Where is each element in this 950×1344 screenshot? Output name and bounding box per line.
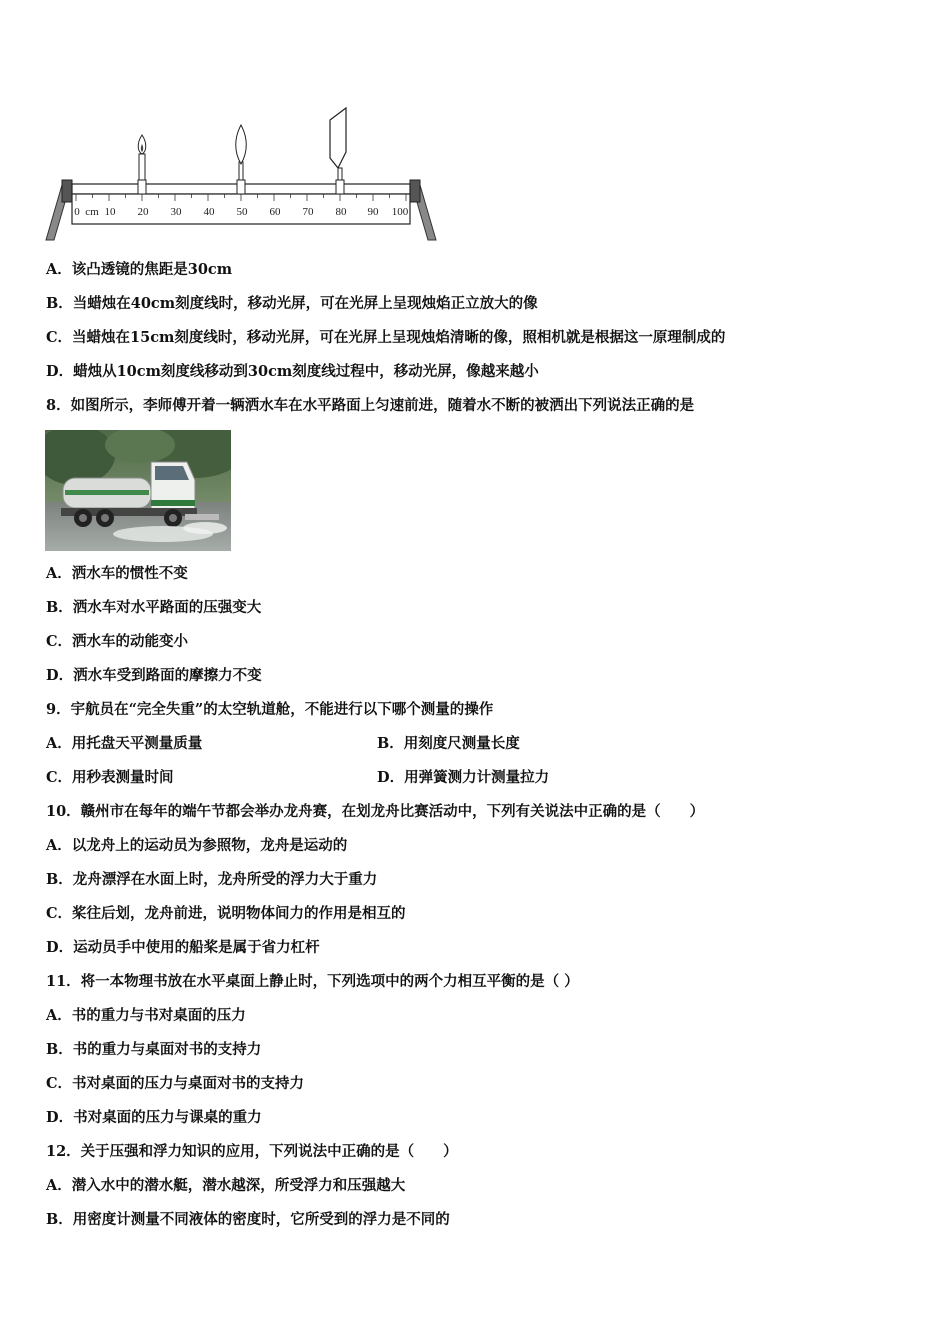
q10-option-c: C．桨往后划，龙舟前进，说明物体间力的作用是相互的	[46, 905, 406, 922]
tick-label-40: 40	[203, 206, 215, 218]
tick-label-70: 70	[302, 206, 314, 218]
q12-option-a: A．潜入水中的潜水艇，潜水越深，所受浮力和压强越大	[46, 1177, 406, 1194]
q8-option-b: B．洒水车对水平路面的压强变大	[46, 599, 262, 616]
sprinkler-truck-photo	[45, 430, 231, 551]
q11-stem: 11．将一本物理书放在水平桌面上静止时，下列选项中的两个力相互平衡的是（ ）	[46, 973, 579, 990]
tick-label-20: 20	[137, 206, 149, 218]
tick-label-80: 80	[335, 206, 347, 218]
q8-option-c: C．洒水车的动能变小	[46, 633, 189, 650]
optical-bench-figure	[40, 100, 440, 250]
q9-option-b: B．用刻度尺测量长度	[377, 735, 520, 752]
ruler-unit: cm	[85, 206, 99, 218]
q8-option-d: D．洒水车受到路面的摩擦力不变	[46, 667, 262, 684]
light-screen	[330, 108, 346, 194]
tick-label-50: 50	[236, 206, 248, 218]
q10-option-b: B．龙舟漂浮在水面上时，龙舟所受的浮力大于重力	[46, 871, 378, 888]
tick-label-100: 100	[391, 206, 409, 218]
tick-label-30: 30	[170, 206, 182, 218]
tick-label-0: 0	[74, 206, 80, 218]
q10-stem: 10．赣州市在每年的端午节都会举办龙舟赛，在划龙舟比赛活动中，下列有关说法中正确的是（ ）	[46, 803, 705, 820]
q9-option-c: C．用秒表测量时间	[46, 769, 174, 786]
q12-option-b: B．用密度计测量不同液体的密度时，它所受到的浮力是不同的	[46, 1211, 450, 1228]
tick-label-90: 90	[367, 206, 379, 218]
q9-stem: 9．宇航员在“完全失重”的太空轨道舱，不能进行以下哪个测量的操作	[46, 701, 494, 718]
q11-option-d: D．书对桌面的压力与课桌的重力	[46, 1109, 262, 1126]
q8-stem: 8．如图所示，李师傅开着一辆洒水车在水平路面上匀速前进，随着水不断的被洒出下列说法正确的是	[46, 397, 695, 414]
q7-option-d: D．蜡烛从10cm刻度线移动到30cm刻度线过程中，移动光屏，像越来越小	[46, 363, 539, 380]
q12-stem: 12．关于压强和浮力知识的应用，下列说法中正确的是（ ）	[46, 1143, 458, 1160]
q10-option-d: D．运动员手中使用的船桨是属于省力杠杆	[46, 939, 320, 956]
tick-label-60: 60	[269, 206, 281, 218]
tick-label-10: 10	[104, 206, 116, 218]
q11-option-a: A．书的重力与书对桌面的压力	[46, 1007, 246, 1024]
q9-option-d: D．用弹簧测力计测量拉力	[377, 769, 550, 786]
q11-option-c: C．书对桌面的压力与桌面对书的支持力	[46, 1075, 305, 1092]
q8-option-a: A．洒水车的惯性不变	[46, 565, 188, 582]
q7-option-c: C．当蜡烛在15cm刻度线时，移动光屏，可在光屏上呈现烛焰清晰的像，照相机就是根据这一原理制成的	[46, 329, 726, 346]
convex-lens	[236, 125, 247, 194]
q11-option-b: B．书的重力与桌面对书的支持力	[46, 1041, 262, 1058]
q7-option-a: A．该凸透镜的焦距是30cm	[46, 261, 233, 278]
candle	[138, 135, 146, 194]
q10-option-a: A．以龙舟上的运动员为参照物，龙舟是运动的	[46, 837, 348, 854]
q7-option-b: B．当蜡烛在40cm刻度线时，移动光屏，可在光屏上呈现烛焰正立放大的像	[46, 295, 538, 312]
q9-option-a: A．用托盘天平测量质量	[46, 735, 203, 752]
